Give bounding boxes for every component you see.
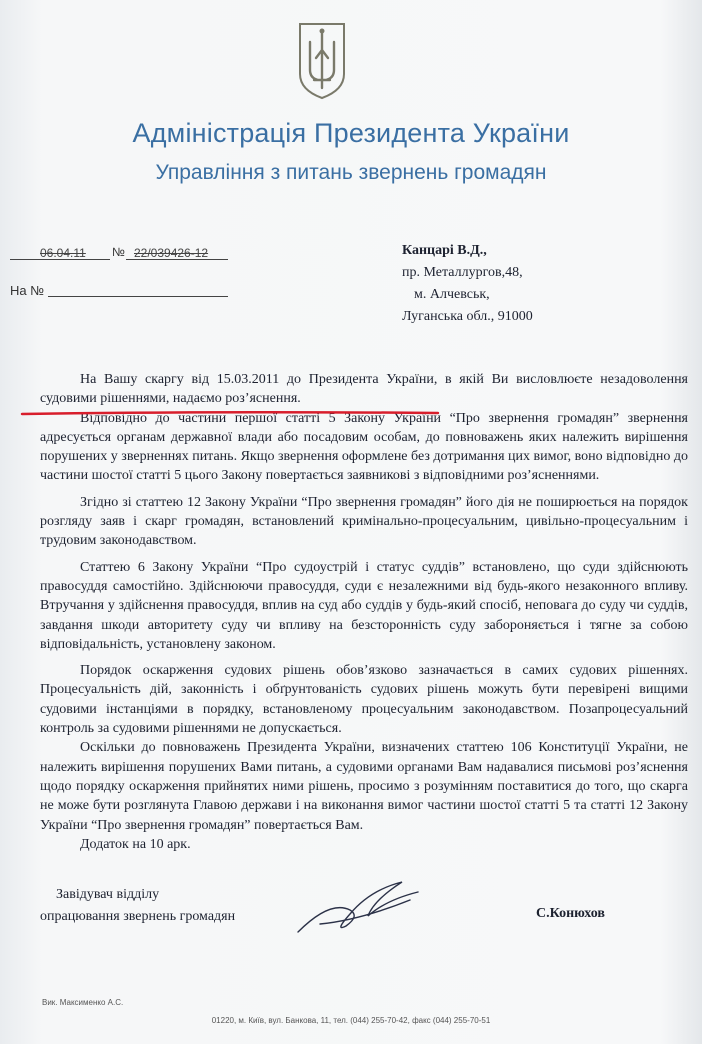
paragraph-2: Відповідно до частини першої статті 5 Закону України “Про звернення громадян” звернення адресується органам державної влади або посадовим особам, до повноважень яких належить вирішення порушених у зверненнях питань. Якщо звернення оформлене без дотримання цих вимог, воно відповідно до частини шостої статті 5 цього Закону повертається заявникові з відповідними роз’ясненнями. bbox=[40, 410, 688, 484]
header-subtitle: Управління з питань звернень громадян bbox=[155, 161, 547, 184]
reply-field bbox=[48, 282, 228, 297]
executor-note: Вик. Максименко А.С. bbox=[42, 998, 124, 1007]
paragraph-6: Оскільки до повноважень Президента України, визначених статтею 106 Конституції України, не належить вирішення порушених Вами питань, а судовими органами Вам надавалися письмові роз’яснення щодо порядку оскарження прийнятих ними рішень, просимо з розумінням поставитися до того, що скарга не може бути розглянута Главою держави і на виконання вимог частини шостої статті 5 та статті 12 Закону України “Про звернення громадян” повертається Вам. bbox=[40, 740, 688, 833]
recipient-address bbox=[402, 240, 533, 328]
paragraph-5: Порядок оскарження судових рішень обов’язково зазначається в самих судових рішеннях. Процесуальність дій, законність і обґрунтованість судових рішень можуть бути перевірені вищими судовими інстанціями в порядку, встановленому процесуальним законодавством. Позапроцесуальний контроль за судовими рішеннями не допускається. bbox=[40, 663, 688, 737]
reg-number-label: № bbox=[112, 245, 125, 259]
reg-date: 06.04.11 bbox=[40, 246, 86, 260]
letter-body bbox=[40, 370, 688, 854]
recipient-region: Луганська обл., 91000 bbox=[402, 309, 533, 324]
signer-name: С.Конюхов bbox=[536, 906, 605, 921]
signer-position-line1: Завідувач відділу bbox=[56, 887, 160, 902]
reg-number: 22/039426-12 bbox=[134, 246, 209, 260]
handwritten-signature bbox=[290, 870, 430, 940]
paragraph-1: На Вашу скаргу від 15.03.2011 до Президента України, в якій Ви висловлюєте незадоволення судовими рішеннями, надаємо роз’яснення. bbox=[40, 372, 688, 407]
paragraph-3: Згідно зі статтею 12 Закону України “Про звернення громадян” його дія не поширюється на порядок розгляду заяв і скарг громадян, встановлений кримінально-процесуальним, цивільно-процесуальним і трудовим законодавством. bbox=[40, 494, 688, 549]
header-title: Адміністрація Президента України bbox=[132, 118, 570, 148]
recipient-street: пр. Металлургов,48, bbox=[402, 265, 523, 280]
reply-label: На № bbox=[10, 283, 45, 298]
red-underline-mark bbox=[20, 410, 440, 416]
recipient-city: м. Алчевськ, bbox=[414, 287, 490, 302]
paragraph-4: Статтею 6 Закону України “Про судоустрій і статус суддів” встановлено, що суди здійснюють правосуддя самостійно. Здійснюючи правосуддя, суди є незалежними від будь-якого незаконного впливу. Втручання у здійснення правосуддя, вплив на суд або суддів у будь-який спосіб, неповага до суду чи суддів, завдання шкоди авторитету суду чи впливу на безсторонність суду забороняється і тягне за собою відповідальність, установлену законом. bbox=[40, 559, 688, 652]
footer-contacts: 01220, м. Київ, вул. Банкова, 11, тел. (044) 255-70-42, факс (044) 255-70-51 bbox=[211, 1016, 491, 1025]
paragraph-7: Додаток на 10 арк. bbox=[80, 836, 191, 852]
signer-position bbox=[40, 884, 235, 928]
recipient-name: Канцарі В.Д., bbox=[402, 243, 487, 258]
signer-position-line2: опрацювання звернень громадян bbox=[40, 909, 236, 924]
trident-emblem-icon bbox=[296, 22, 348, 100]
